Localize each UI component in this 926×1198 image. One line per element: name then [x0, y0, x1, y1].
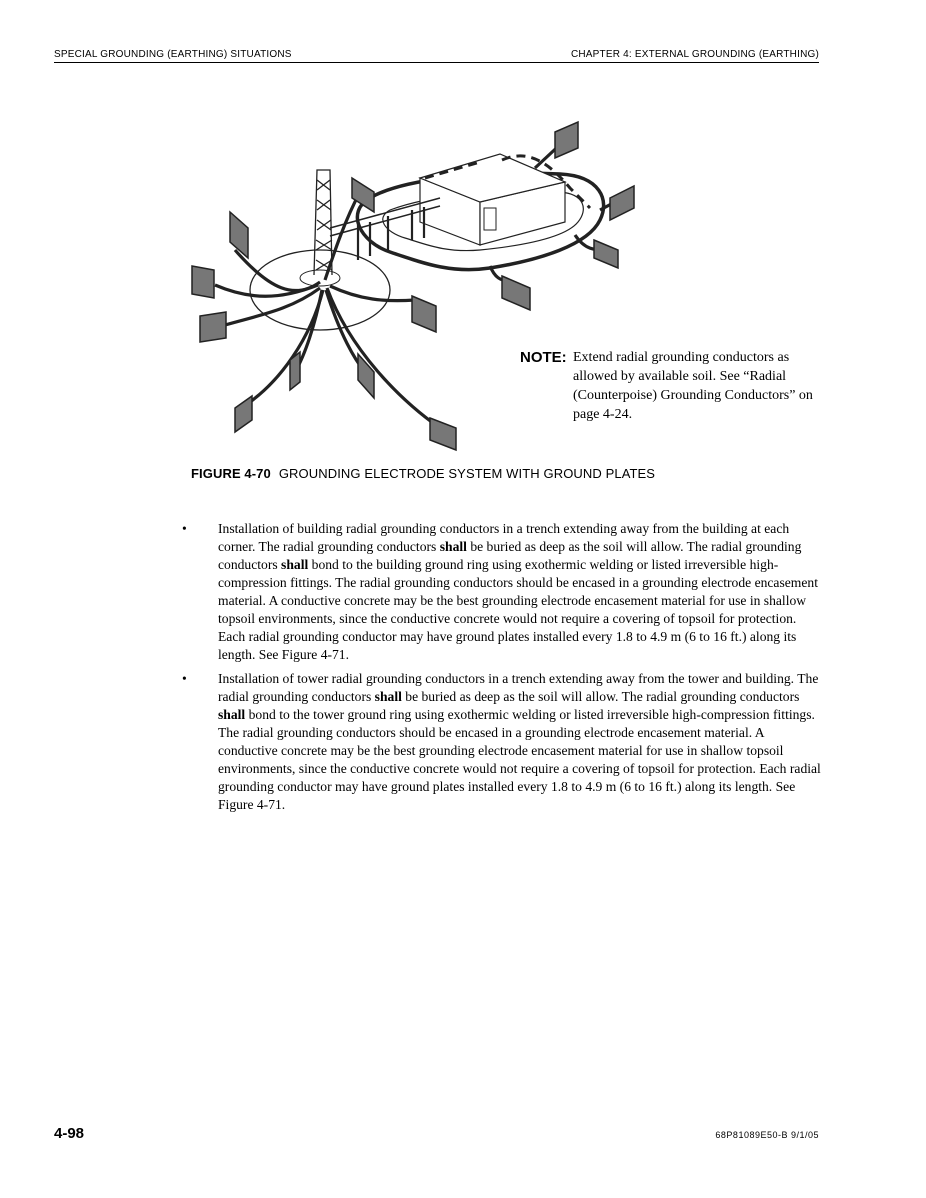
running-header-right: CHAPTER 4: EXTERNAL GROUNDING (EARTHING) — [570, 49, 819, 60]
bullet-text: bond to the tower ground ring using exothermic welding or listed irreversible high-compression fittings. The radial grounding conductors should be encased in a grounding electrode encasement material. A conductive concrete may be the best grounding electrode encasement material for use in shallow topsoil environments, since the conductive concrete would not require a covering of topsoil for protection. Each radial grounding conductor may have ground plates installed every 1.8 to 4.9 m (6 to 16 ft.) along its length. See Figure 4-71. — [218, 707, 821, 812]
running-header-left: SPECIAL GROUNDING (EARTHING) SITUATIONS — [54, 49, 292, 60]
bullet-list — [178, 520, 823, 820]
ground-plate — [555, 122, 578, 158]
figure-caption — [191, 466, 655, 481]
ground-plate — [594, 240, 618, 268]
bullet-text: Installation of tower radial grounding conductors in a trench extending away from the tower and building. The radial grounding conductors — [218, 671, 819, 704]
emphasis: shall — [439, 539, 467, 554]
ground-plate — [230, 212, 248, 258]
note-text: Extend radial grounding conductors as allowed by available soil. See “Radial (Counterpoise) Grounding Conductors” on page 4-24. — [573, 350, 813, 422]
ground-plate — [200, 312, 226, 342]
note-label: NOTE: — [520, 349, 567, 366]
figure-note — [520, 348, 820, 424]
emphasis: shall — [374, 689, 402, 704]
building-door — [484, 208, 496, 230]
page-number: 4-98 — [54, 1125, 85, 1142]
ground-plate — [358, 354, 374, 398]
ground-plate — [235, 396, 252, 432]
figure-title: GROUNDING ELECTRODE SYSTEM WITH GROUND PLATES — [278, 466, 656, 481]
header-rule — [54, 62, 819, 63]
bullet-item — [178, 520, 823, 664]
bullet-icon: • — [182, 671, 187, 686]
bullet-item — [178, 670, 823, 814]
document-id: 68P81089E50-B 9/1/05 — [715, 1130, 819, 1140]
figure-number: FIGURE 4-70 — [191, 466, 271, 481]
ground-plate — [352, 178, 374, 212]
bullet-text: Installation of building radial grounding conductors in a trench extending away from the building at each corner. The radial grounding conductors — [218, 521, 790, 554]
ground-plate — [430, 418, 456, 450]
ground-plate — [412, 296, 436, 332]
ground-plate — [610, 186, 634, 220]
bullet-icon: • — [182, 521, 187, 536]
bullet-text: bond to the building ground ring using exothermic welding or listed irreversible high-compression fittings. The radial grounding conductors should be encased in a grounding electrode encasement material. A conductive concrete may be the best grounding electrode encasement material for use in shallow topsoil environments, since the conductive concrete would not require a covering of topsoil for protection. Each radial grounding conductor may have ground plates installed every 1.8 to 4.9 m (6 to 16 ft.) along its length. See Figure 4-71. — [218, 557, 818, 662]
emphasis: shall — [218, 707, 246, 722]
bullet-text: be buried as deep as the soil will allow. The radial grounding conductors — [218, 539, 802, 572]
ground-plate — [192, 266, 214, 298]
tower-lattice — [314, 170, 332, 275]
bullet-text: be buried as deep as the soil will allow. The radial grounding conductors — [401, 689, 800, 704]
ground-plate — [502, 276, 530, 310]
emphasis: shall — [281, 557, 309, 572]
